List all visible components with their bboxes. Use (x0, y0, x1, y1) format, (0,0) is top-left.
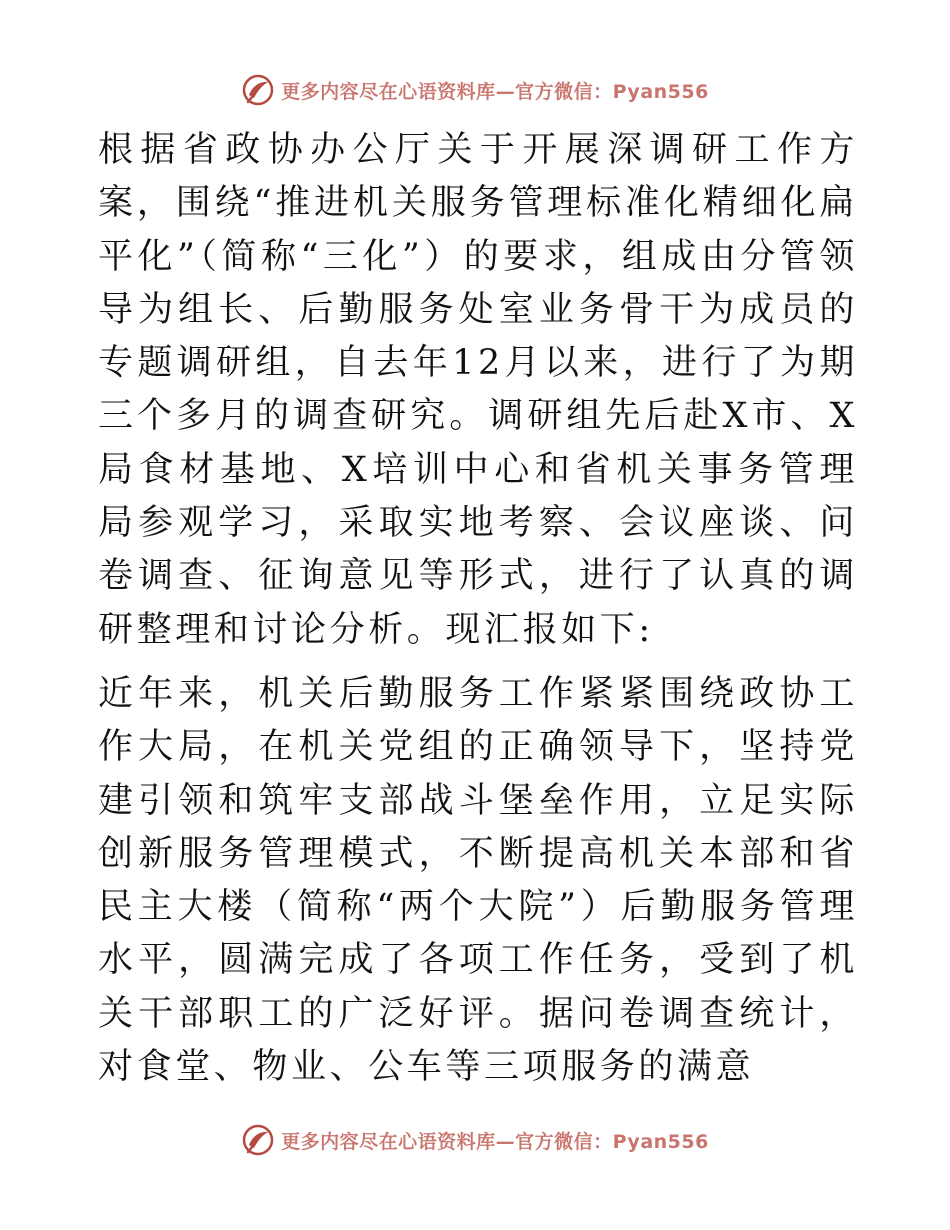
watermark-text: 更多内容尽在心语资料库—官方微信：Pyan556 (281, 80, 709, 103)
paragraph-1: 根据省政协办公厅关于开展深调研工作方案，围绕“推进机关服务管理标准化精细化扁平化”（简称“三化”）的要求，组成由分管领导为组长、后勤服务处室业务骨干为成员的专题调研组，自去年12月以来，进行了为期三个多月的调查研究。调研组先后赴X市、X局食材基地、X培训中心和省机关事务管理局参观学习，采取实地考察、会议座谈、问卷调查、征询意见等形式，进行了认真的调研整理和讨论分析。现汇报如下: (98, 130, 858, 650)
pen-logo-icon (241, 73, 275, 107)
paragraph-2: 近年来，机关后勤服务工作紧紧围绕政协工作大局，在机关党组的正确领导下，坚持党建引领和筑牢支部战斗堡垒作用，立足实际创新服务管理模式，不断提高机关本部和省民主大楼（简称“两个大院”）后勤服务管理水平，圆满完成了各项工作任务，受到了机关干部职工的广泛好评。据问卷调查统计，对食堂、物业、公车等三项服务的满意 (98, 673, 858, 1088)
watermark-text: 更多内容尽在心语资料库—官方微信：Pyan556 (281, 1130, 709, 1153)
document-body (98, 124, 858, 1094)
footer-watermark (0, 1122, 950, 1158)
header-watermark (0, 72, 950, 108)
pen-logo-icon (241, 1123, 275, 1157)
